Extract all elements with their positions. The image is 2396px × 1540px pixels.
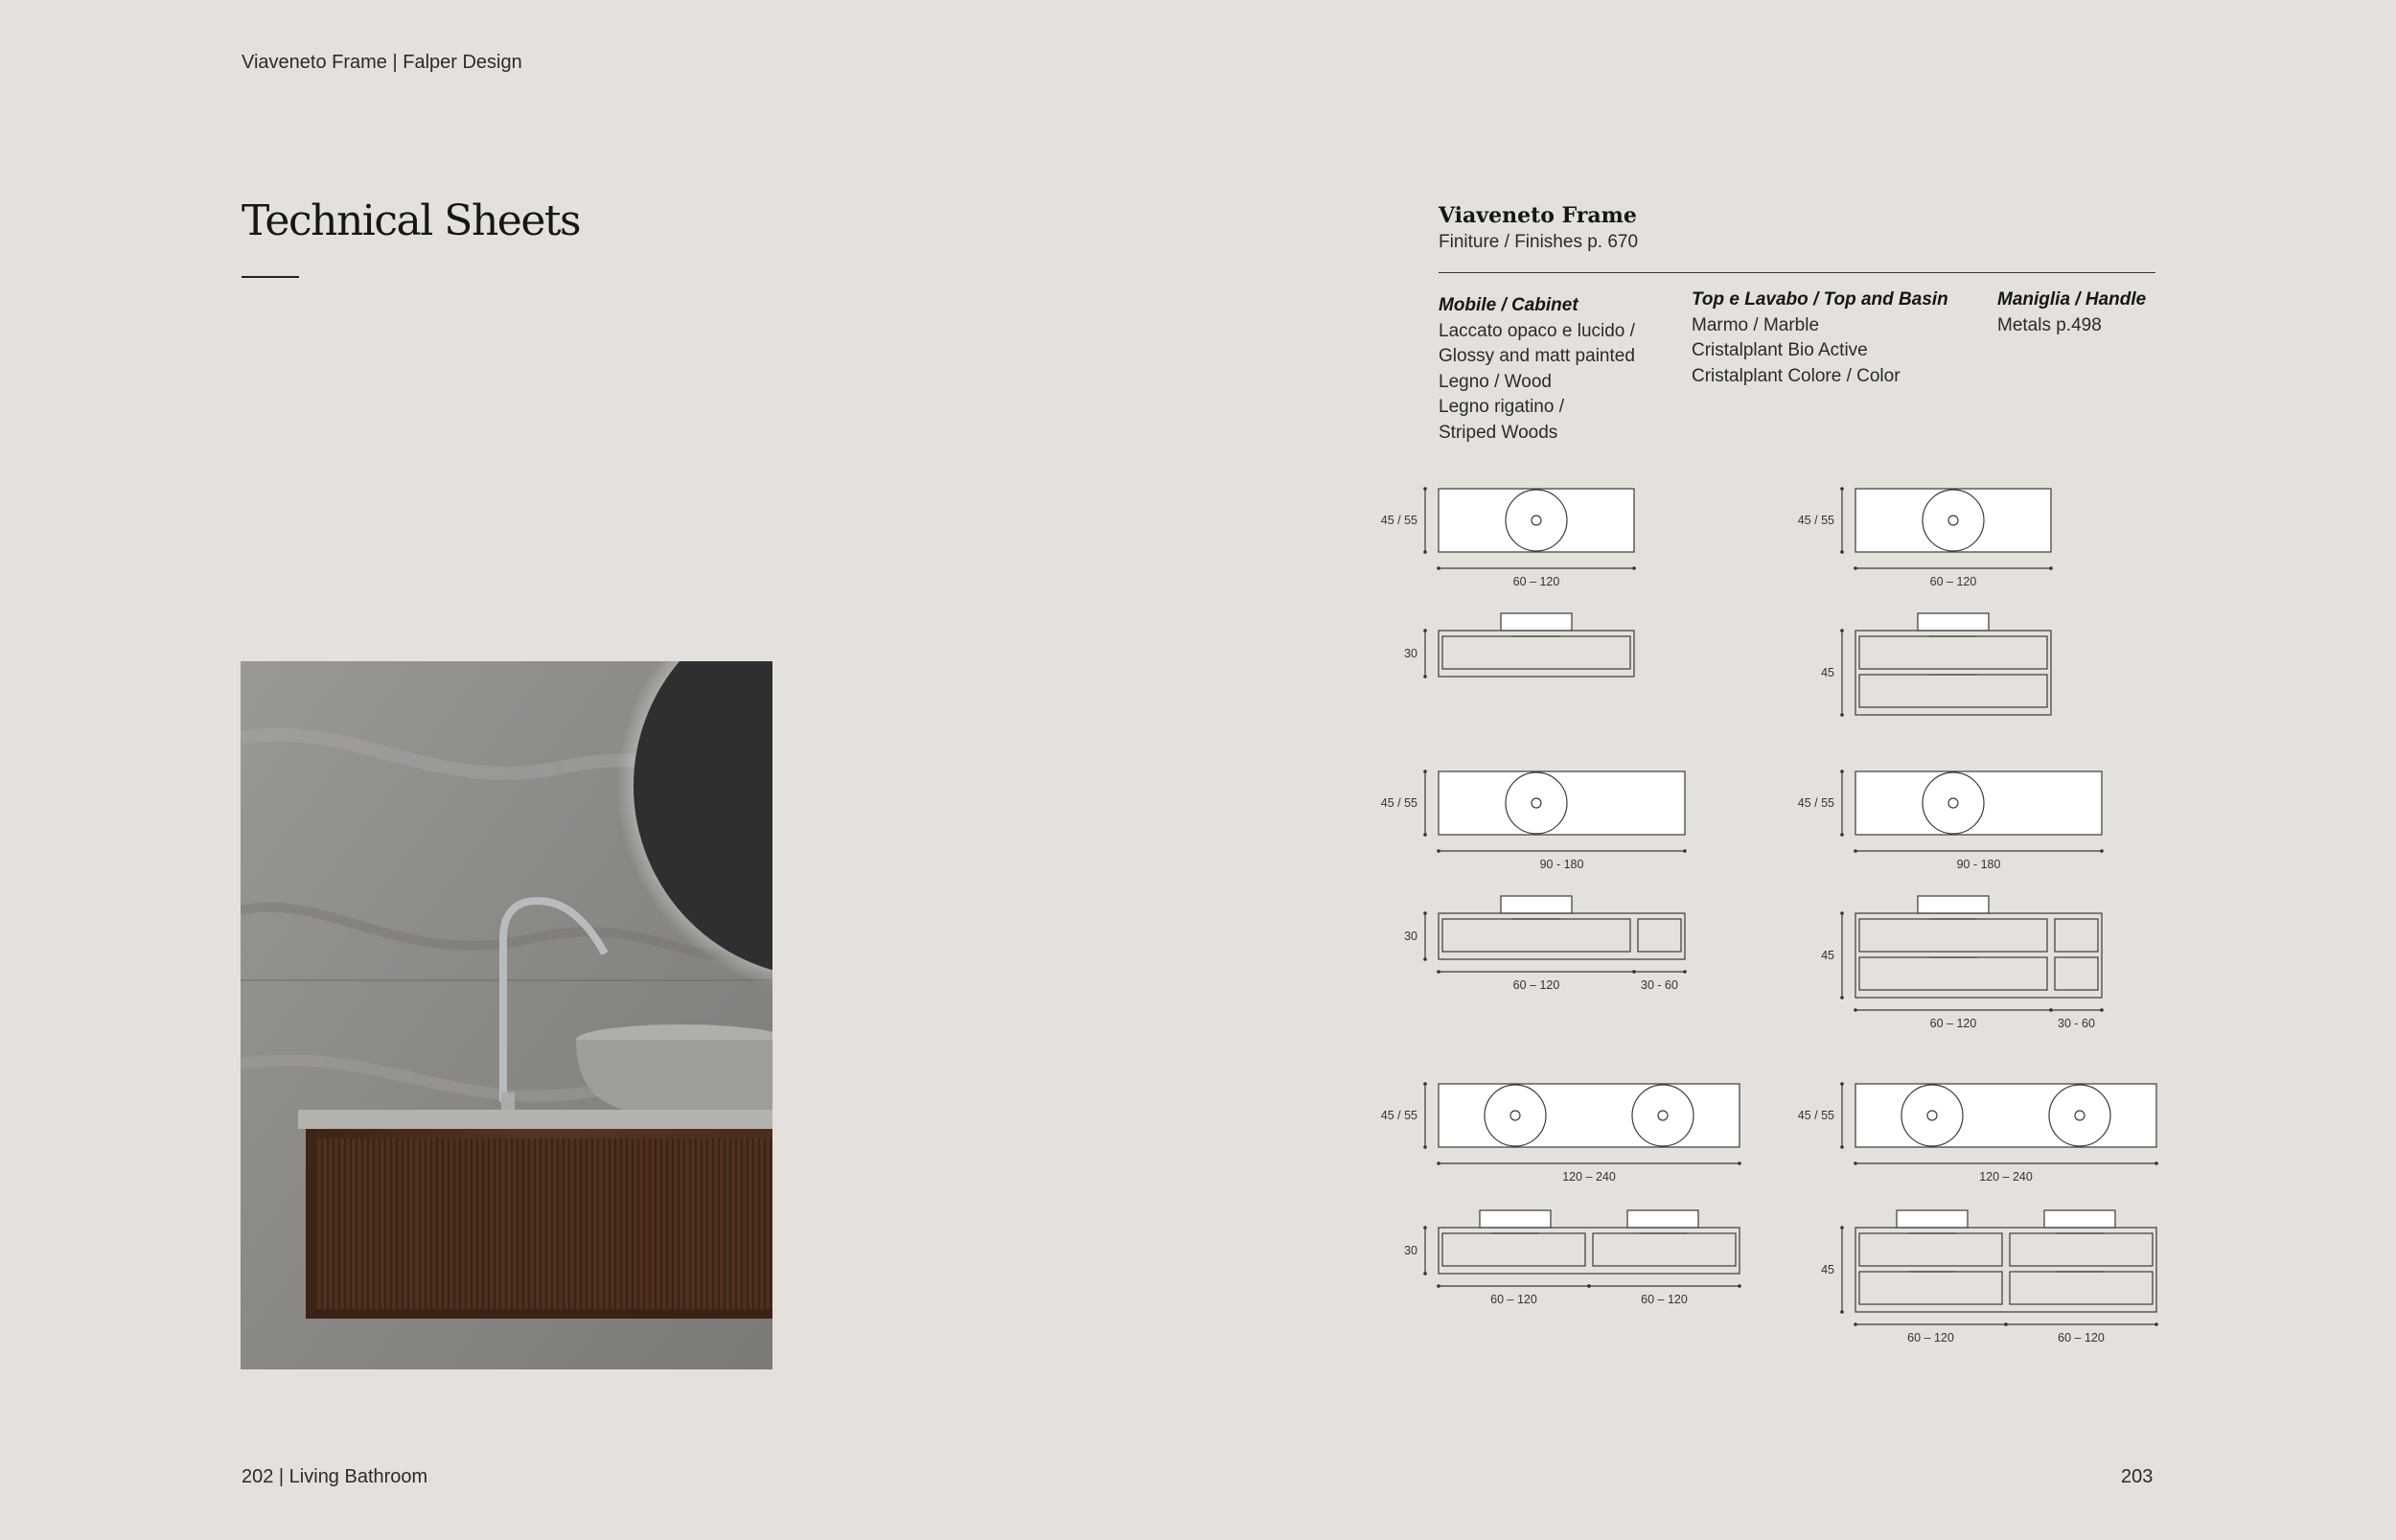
dimension-tick [1854,849,1857,853]
dimension-tick [1840,487,1844,491]
width-label: 90 - 180 [1956,858,2001,871]
cabinet-line: Laccato opaco e lucido / [1439,320,1635,341]
basin-top [1480,1210,1551,1228]
dimension-tick [1683,849,1687,853]
top-basin-heading: Top e Lavabo / Top and Basin [1692,289,1948,310]
top-view [1439,489,1634,552]
drawer-front [2010,1272,2153,1304]
dimension-tick [1423,629,1427,632]
dimension-tick [2004,1322,2008,1326]
cabinet-frame [1855,913,2102,998]
dimension-tick [2049,566,2053,570]
drawer-front [1638,919,1681,952]
height-label: 45 [1821,1263,1834,1276]
top-basin-line: Cristalplant Colore / Color [1692,365,1901,386]
height-label: 45 / 55 [1797,1109,1834,1122]
dimension-tick [1840,770,1844,773]
running-header: Viaveneto Frame | Falper Design [242,52,522,73]
cabinet-line: Striped Woods [1439,422,1558,443]
basin-top [2044,1210,2115,1228]
handle-heading: Maniglia / Handle [1997,289,2147,310]
drawer-front [2055,957,2098,990]
height-label: 45 / 55 [1380,1109,1417,1122]
footer-page-right: 203 [2121,1466,2154,1487]
cabinet-line: Legno / Wood [1439,371,1552,392]
drawer-front [1442,636,1630,669]
page-title: Technical Sheets [242,196,581,245]
height-label: 45 [1821,666,1834,679]
dimension-tick [1854,1008,1857,1012]
dimension-tick [1632,970,1636,974]
dimension-tick [2100,849,2104,853]
basin-top [1918,613,1989,631]
height-label: 45 / 55 [1380,514,1417,527]
drawer-front [1859,919,2047,952]
dimension-tick [1423,1272,1427,1276]
dimension-tick [1738,1161,1741,1165]
height-label: 30 [1404,1244,1417,1257]
dimension-tick [1437,1284,1440,1288]
dimension-tick [1437,970,1440,974]
drawer-front [1859,1272,2002,1304]
footer-page-left: 202 | Living Bathroom [242,1466,428,1487]
dimension-tick [1840,550,1844,554]
cabinet-frame [1855,631,2051,715]
top-view [1855,771,2102,835]
dimension-tick [1423,1082,1427,1086]
dimension-tick [1437,849,1440,853]
dimension-tick [1587,1284,1591,1288]
dimension-tick [1683,970,1687,974]
basin-top [1918,896,1989,913]
drawer-front [2010,1233,2153,1266]
top-view [1439,771,1685,835]
dimension-tick [1840,833,1844,837]
width-label: 60 – 120 [1929,575,1977,588]
basin-top [1897,1210,1968,1228]
height-label: 45 [1821,949,1834,962]
dimension-tick [1840,1145,1844,1149]
width-label: 30 - 60 [1641,978,1678,992]
height-label: 30 [1404,647,1417,660]
height-label: 45 / 55 [1380,796,1417,810]
dimension-tick [1854,1161,1857,1165]
dimension-tick [1437,1161,1440,1165]
basin-top [1627,1210,1698,1228]
width-label: 60 – 120 [1929,1017,1977,1030]
width-label: 30 - 60 [2058,1017,2095,1030]
cabinet-frame [1439,631,1634,677]
width-label: 60 – 120 [1512,978,1560,992]
dimension-tick [1423,1226,1427,1230]
dimension-tick [2154,1161,2158,1165]
drawer-front [1859,675,2047,707]
width-label: 120 – 240 [1979,1170,2033,1184]
dimension-tick [1738,1284,1741,1288]
top-basin-line: Marmo / Marble [1692,314,1820,335]
basin-top [1501,896,1572,913]
drawer-front [1859,1233,2002,1266]
top-view [1439,1084,1739,1147]
cabinet-line: Legno rigatino / [1439,397,1564,417]
cabinet-frame [1439,913,1685,959]
drawer-front [1442,919,1630,952]
cabinet-heading: Mobile / Cabinet [1439,295,1578,315]
finishes-reference: Finiture / Finishes p. 670 [1439,232,1639,252]
width-label: 120 – 240 [1562,1170,1616,1184]
dimension-tick [1423,833,1427,837]
height-label: 30 [1404,930,1417,943]
dimension-tick [1423,911,1427,915]
dimension-tick [2100,1008,2104,1012]
width-label: 60 – 120 [1907,1331,1954,1345]
width-label: 60 – 120 [1512,575,1560,588]
dimension-tick [1854,1322,1857,1326]
cabinet-line: Glossy and matt painted [1439,346,1635,366]
top-view [1855,489,2051,552]
dimension-tick [1423,487,1427,491]
cabinet-frame [1439,1228,1739,1274]
dimension-tick [1423,550,1427,554]
dimension-tick [1840,1082,1844,1086]
cabinet-frame [1855,1228,2156,1312]
drawer-front [2055,919,2098,952]
dimension-tick [1840,713,1844,717]
dimension-tick [1423,1145,1427,1149]
drawer-front [1593,1233,1736,1266]
dimension-tick [2154,1322,2158,1326]
drawer-front [1859,636,2047,669]
dimension-tick [1840,996,1844,1000]
handle-line: Metals p.498 [1997,314,2102,335]
width-label: 90 - 180 [1539,858,1584,871]
top-view [1855,1084,2156,1147]
dimension-tick [1840,629,1844,632]
width-label: 60 – 120 [1641,1293,1688,1306]
product-name: Viaveneto Frame [1439,203,1637,228]
dimension-tick [1632,566,1636,570]
dimension-tick [1854,566,1857,570]
drawer-front [1442,1233,1585,1266]
dimension-tick [1840,1310,1844,1314]
height-label: 45 / 55 [1797,796,1834,810]
dimension-tick [1840,911,1844,915]
dimension-tick [1423,957,1427,961]
drawer-front [1859,957,2047,990]
width-label: 60 – 120 [2058,1331,2105,1345]
width-label: 60 – 120 [1490,1293,1537,1306]
dimension-tick [1437,566,1440,570]
height-label: 45 / 55 [1797,514,1834,527]
dimension-tick [2049,1008,2053,1012]
dimension-tick [1423,675,1427,678]
top-basin-line: Cristalplant Bio Active [1692,340,1868,360]
dimension-tick [1840,1226,1844,1230]
dimension-tick [1423,770,1427,773]
basin-top [1501,613,1572,631]
